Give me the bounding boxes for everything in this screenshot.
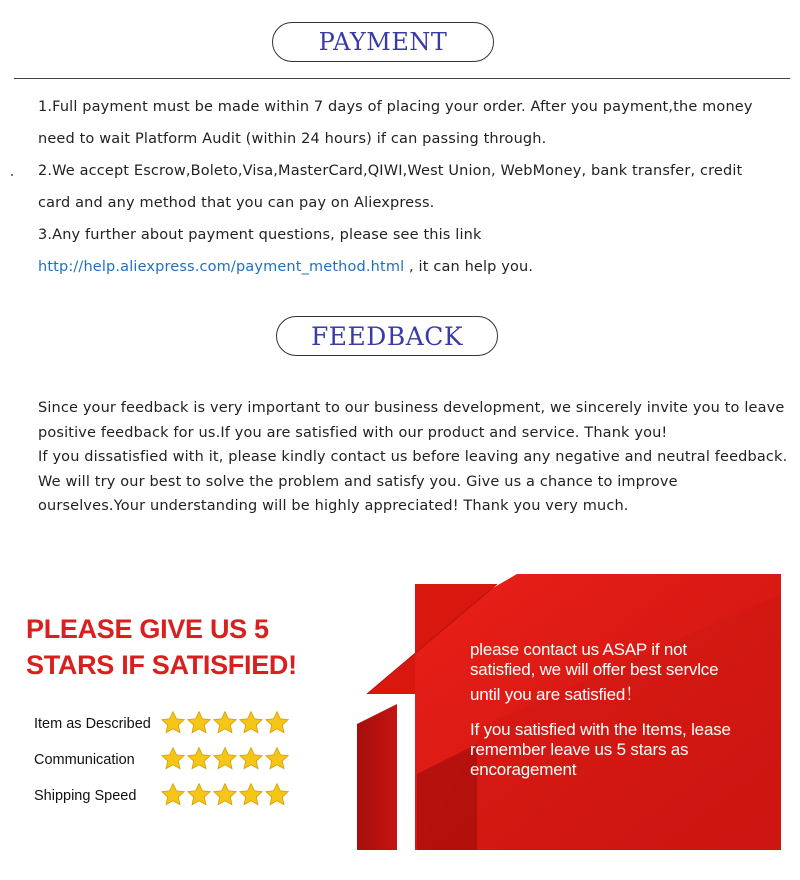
rating-label-shipping-speed: Shipping Speed xyxy=(34,788,137,804)
payment-line-1: 1.Full payment must be made within 7 days of placing your order. After you payment,the money xyxy=(38,99,753,115)
payment-method-link[interactable]: http://help.aliexpress.com/payment_method.html xyxy=(38,259,405,275)
rating-stars-shipping-speed xyxy=(160,782,290,808)
star-icon xyxy=(160,782,186,808)
feedback-line-5: ourselves.Your understanding will be highly appreciated! Thank you very much. xyxy=(38,498,629,514)
payment-heading: PAYMENT xyxy=(272,22,494,62)
star-icon xyxy=(160,746,186,772)
star-icon xyxy=(186,746,212,772)
star-icon xyxy=(264,746,290,772)
star-icon xyxy=(238,782,264,808)
red-gift-box-image xyxy=(357,574,781,850)
banner-headline-line-1: PLEASE GIVE US 5 xyxy=(26,614,269,644)
feedback-heading: FEEDBACK xyxy=(276,316,498,356)
banner-headline-line-2: STARS IF SATISFIED! xyxy=(26,650,297,680)
box-message-line-4: If you satisfied with the Items, lease xyxy=(470,720,731,739)
payment-line-5: 3.Any further about payment questions, please see this link xyxy=(38,227,482,243)
feedback-line-1: Since your feedback is very important to our business development, we sincerely invite you to leave xyxy=(38,400,785,416)
five-star-banner xyxy=(0,570,800,870)
payment-line-6 xyxy=(38,259,533,275)
section-divider xyxy=(14,78,790,79)
star-icon xyxy=(212,710,238,736)
payment-line-3: 2.We accept Escrow,Boleto,Visa,MasterCard,QIWI,West Union, WebMoney, bank transfer, credit xyxy=(38,163,743,179)
box-message-line-6: encoragement xyxy=(470,760,577,779)
stray-dot xyxy=(11,174,13,176)
star-icon xyxy=(238,710,264,736)
rating-label-item-as-described: Item as Described xyxy=(34,716,151,732)
box-message-line-5: remember leave us 5 stars as xyxy=(470,740,689,759)
box-message-line-2: satisfied, we will offer best servlce xyxy=(470,660,719,679)
feedback-line-3: If you dissatisfied with it, please kindly contact us before leaving any negative and neutral feedback. xyxy=(38,449,788,465)
feedback-line-2: positive feedback for us.If you are satisfied with our product and service. Thank you! xyxy=(38,425,668,441)
payment-link-suffix: , it can help you. xyxy=(404,259,534,275)
star-icon xyxy=(186,710,212,736)
feedback-line-4: We will try our best to solve the problem and satisfy you. Give us a chance to improve xyxy=(38,474,678,490)
star-icon xyxy=(186,782,212,808)
box-message-line-1: please contact us ASAP if not xyxy=(470,640,687,659)
star-icon xyxy=(212,746,238,772)
rating-stars-item-as-described xyxy=(160,710,290,736)
box-message-line-3: until you are satisfied！ xyxy=(470,685,642,704)
star-icon xyxy=(264,710,290,736)
payment-line-4: card and any method that you can pay on Aliexpress. xyxy=(38,195,435,211)
star-icon xyxy=(212,782,238,808)
payment-line-2: need to wait Platform Audit (within 24 hours) if can passing through. xyxy=(38,131,547,147)
star-icon xyxy=(264,782,290,808)
rating-label-communication: Communication xyxy=(34,752,135,768)
star-icon xyxy=(160,710,186,736)
rating-stars-communication xyxy=(160,746,290,772)
star-icon xyxy=(238,746,264,772)
